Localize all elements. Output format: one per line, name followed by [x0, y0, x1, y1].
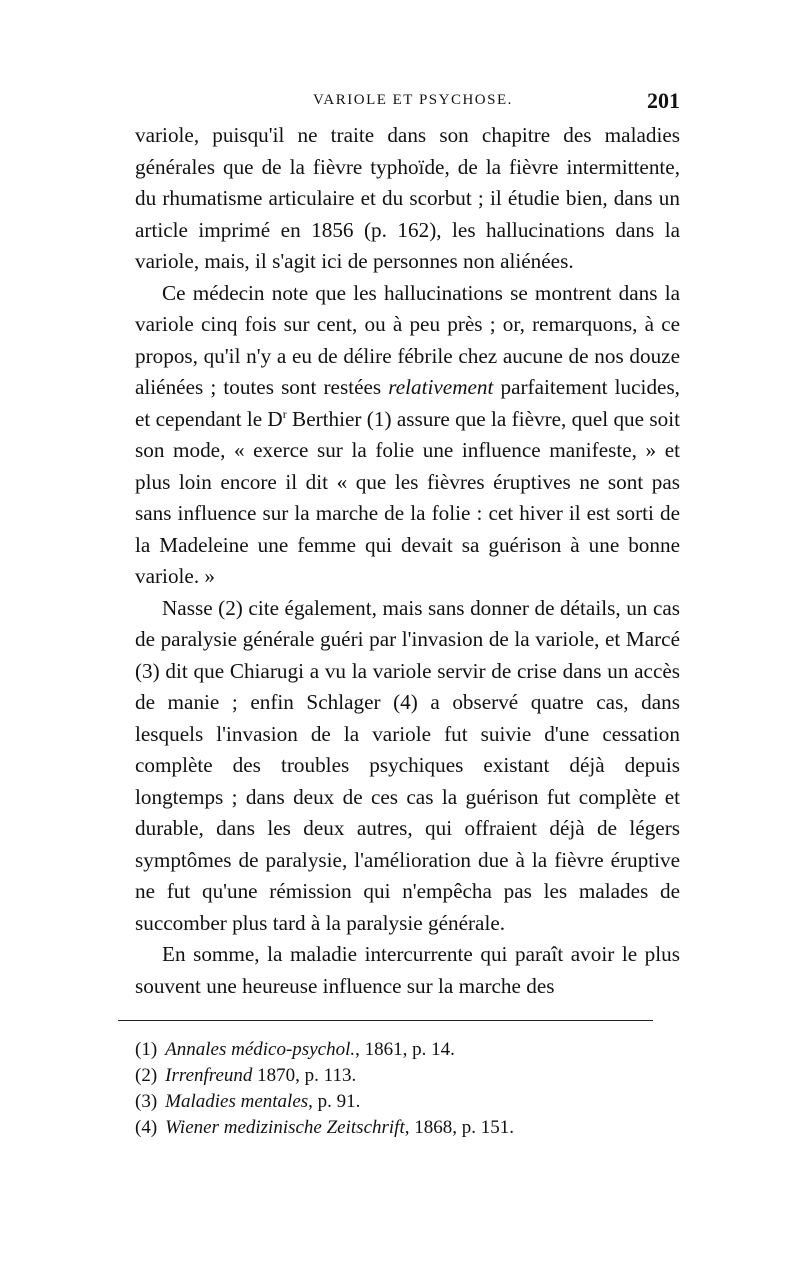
emphasized-text: relativement: [388, 375, 494, 399]
paragraph-text: Berthier (1) assure que la fièvre, quel que soit son mode, « exerce sur la folie une influence manifeste, » et plus loin encore il dit « que les fièvres éruptives ne sont pas sans influence sur la marche de la folie : cet hiver il est sorti de la Madeleine une femme qui devait sa guérison à une bonne variole. »: [135, 406, 680, 588]
footnotes: [135, 1037, 680, 1141]
paragraph-text: Nasse (2) cite également, mais sans donner de détails, un cas de paralysie générale guéri par l'invasion de la variole, et Marcé (3) dit que Chiarugi a vu la variole servir de crise dans un accès de manie ; enfin Schlager (4) a observé quatre cas, dans lesquels l'invasion de la variole fut suivie d'une cessation complète des troubles psychiques existant déjà depuis longtemps ; dans deux de ces cas la guérison fut complète et durable, dans les deux autres, qui offraient déjà de légers symptômes de paralysie, l'amélioration due à la fièvre éruptive ne fut qu'une rémission qui n'empêcha pas les malades de succomber plus tard à la paralysie générale.: [135, 595, 680, 935]
paragraph: [135, 939, 680, 1002]
paragraph: [135, 120, 680, 278]
page-number: 201: [647, 88, 680, 113]
footnote-title: Maladies mentales: [165, 1091, 309, 1112]
paragraph: [135, 278, 680, 593]
footnote-reference: 1870, p. 113.: [252, 1065, 357, 1086]
footnote: [135, 1037, 680, 1063]
footnote-marker: (4): [135, 1117, 158, 1138]
paragraph: [135, 593, 680, 940]
footnote-marker: (1): [135, 1039, 158, 1060]
paragraph-text: En somme, la maladie intercurrente qui paraît avoir le plus souvent une heureuse influence sur la marche des: [135, 942, 680, 998]
footnote-reference: , 1868, p. 151.: [404, 1117, 514, 1138]
paragraph-text: parfaitement lucides, et cependant le D: [135, 375, 680, 431]
footnote: [135, 1063, 680, 1089]
footnote: [135, 1089, 680, 1115]
body-text: [135, 120, 680, 1002]
paragraph-text: variole, puisqu'il ne traite dans son chapitre des maladies générales que de la fièvre typhoïde, de la fièvre intermittente, du rhumatisme articulaire et du scorbut ; il étudie bien, dans un article imprimé en 1856 (p. 162), les hallucinations dans la variole, mais, il s'agit ici de personnes non aliénées.: [135, 123, 680, 273]
running-title: VARIOLE ET PSYCHOSE.: [313, 92, 513, 108]
footnote-reference: , 1861, p. 14.: [355, 1039, 455, 1060]
footnote-reference: , p. 91.: [308, 1091, 361, 1112]
footnote-title: Wiener medizinische Zeitschrift: [165, 1117, 405, 1138]
footnote-separator: [118, 1020, 653, 1021]
page-header: [135, 88, 680, 116]
footnote-marker: (2): [135, 1065, 158, 1086]
footnote-title: Irrenfreund: [165, 1065, 253, 1086]
paragraph-text: Ce médecin note que les hallucinations se montrent dans la variole cinq fois sur cent, ou à peu près ; or, remarquons, à ce propos, qu'il n'y a eu de délire fébrile chez aucune de nos douze aliénées ; toutes sont restées: [135, 280, 680, 399]
footnote-title: Annales médico-psychol.: [165, 1039, 356, 1060]
superscript-text: r: [282, 406, 287, 421]
footnote: [135, 1115, 680, 1141]
footnote-marker: (3): [135, 1091, 158, 1112]
